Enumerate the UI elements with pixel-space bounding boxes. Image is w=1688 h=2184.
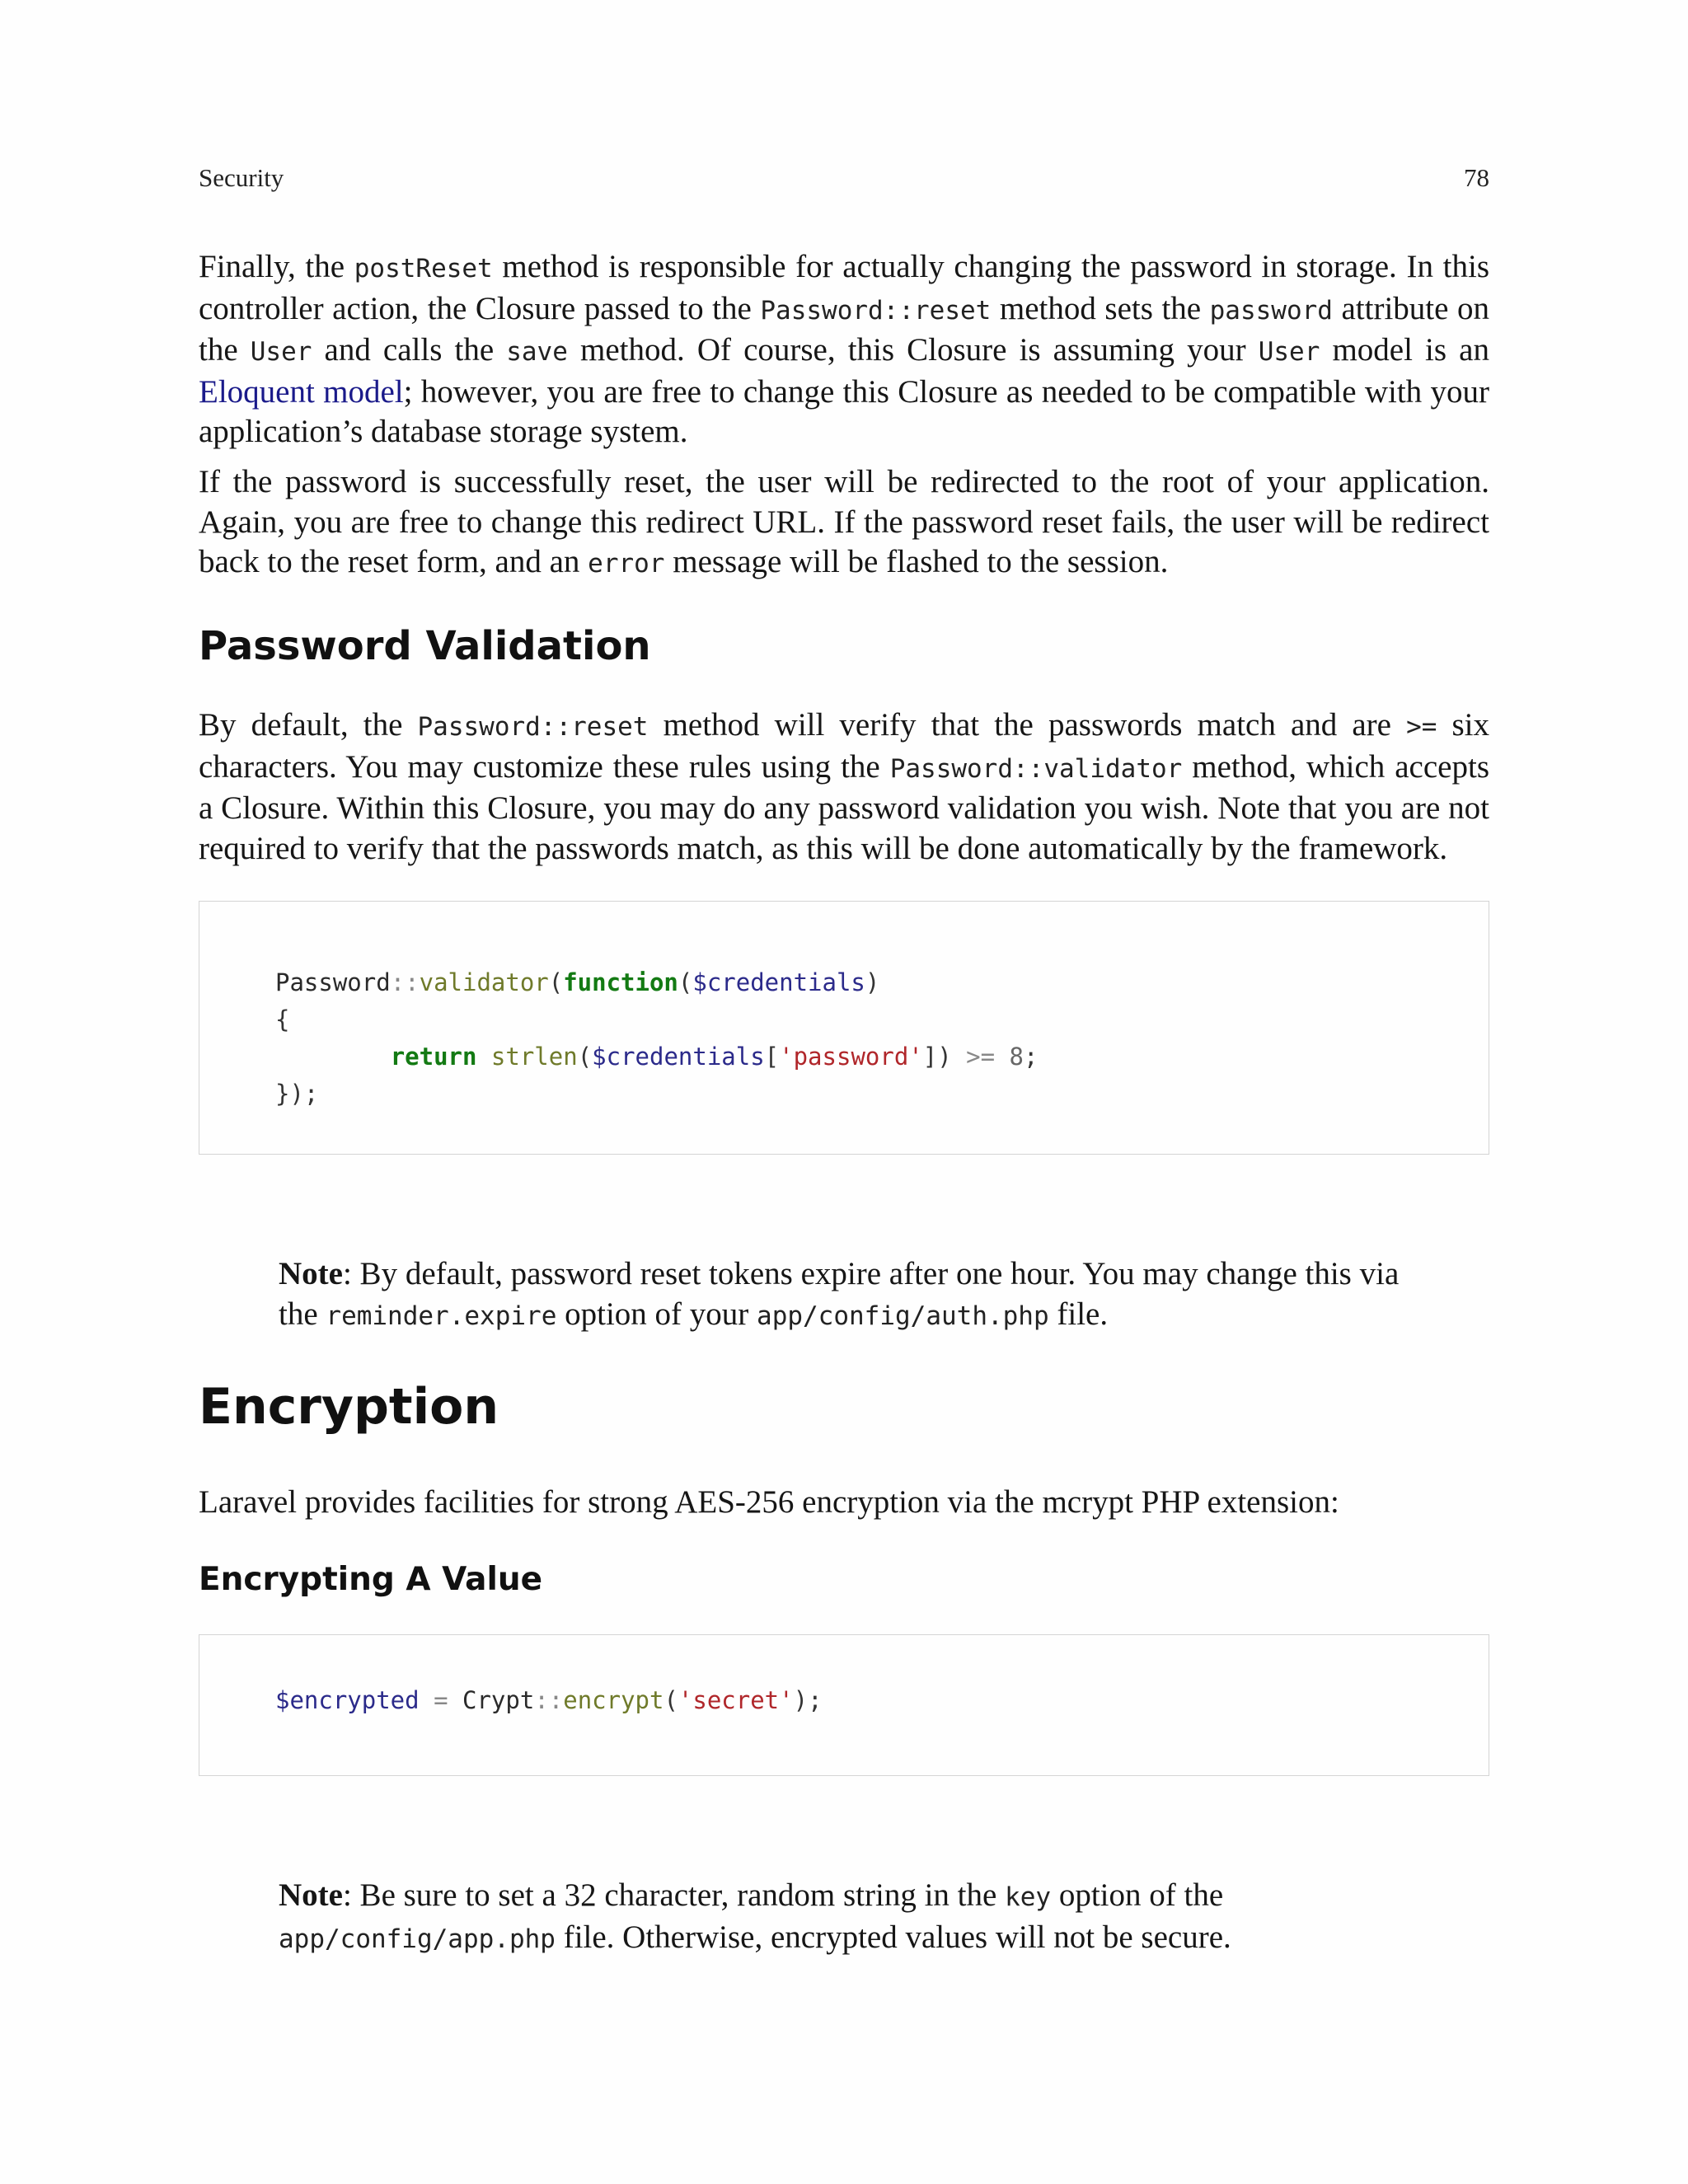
inline-code: key <box>1005 1882 1052 1912</box>
section-heading: Password Validation <box>199 623 651 669</box>
inline-code: app/config/app.php <box>279 1924 556 1954</box>
inline-code: Password::reset <box>760 295 992 326</box>
inline-code: Password::reset <box>417 712 649 742</box>
inline-code: >= <box>1406 712 1437 742</box>
inline-code: Password::validator <box>889 753 1183 784</box>
note-label: Note <box>279 1256 343 1291</box>
paragraph-postreset: Finally, the postReset method is responsible for actually changing the password in storage. In this controller action, the Closure passed to the Password::reset method sets the password attribute on the User and calls the save method. Of course, this Closure is assuming your User model is an Eloquent model; however, you are free to change this Closure as needed to be compatible with your application’s database storage system. <box>199 249 1489 449</box>
inline-code: postReset <box>354 254 493 284</box>
code-block-encrypt <box>199 1634 1489 1776</box>
code-block-validator <box>199 901 1489 1155</box>
paragraph-encryption-intro: Laravel provides facilities for strong AES-256 encryption via the mcrypt PHP extension: <box>199 1484 1339 1520</box>
header-section-title: Security <box>199 163 284 192</box>
code-listing: $encrypted = Crypt::encrypt('secret'); <box>275 1686 823 1714</box>
inline-code: error <box>588 549 665 579</box>
page-number: 78 <box>1464 163 1489 192</box>
subsection-heading: Encrypting A Value <box>199 1561 543 1598</box>
note-app-key: Note: Be sure to set a 32 character, random string in the key option of the app/config/app.php file. Otherwise, encrypted values will not be secure. <box>279 1877 1231 1955</box>
note-label: Note <box>279 1877 343 1913</box>
section-password-validation <box>199 623 1489 669</box>
note-token-expiry: Note: By default, password reset tokens expire after one hour. You may change this via the reminder.expire option of your app/config/auth.php file. <box>279 1256 1400 1332</box>
chapter-encryption <box>199 1378 1489 1436</box>
inline-code: password <box>1209 295 1333 326</box>
inline-code: app/config/auth.php <box>757 1301 1049 1331</box>
code-listing: Password::validator(function($credentials) { return strlen($credentials['password']) >= 8; }); <box>275 968 1039 1108</box>
inline-code: reminder.expire <box>326 1301 557 1331</box>
chapter-heading: Encryption <box>199 1378 499 1436</box>
running-header <box>199 163 1489 193</box>
inline-code: User <box>250 337 312 367</box>
subsection-encrypting-value <box>199 1561 1489 1598</box>
inline-code: User <box>1258 337 1320 367</box>
paragraph-validation: By default, the Password::reset method will verify that the passwords match and are >= six characters. You may customize these rules using the Password::validator method, which accepts a Closure. Within this Closure, you may do any password validation you wish. Note that you are not required to verify that the passwords match, as this will be done automatically by the framework. <box>199 707 1490 866</box>
paragraph-redirect: If the password is successfully reset, the user will be redirected to the root of your application. Again, you are free to change this redirect URL. If the password reset fails, the user will be redirect back to the reset form, and an error message will be flashed to the session. <box>199 464 1489 579</box>
inline-code: save <box>506 337 568 367</box>
eloquent-model-link[interactable]: Eloquent model <box>199 373 404 410</box>
